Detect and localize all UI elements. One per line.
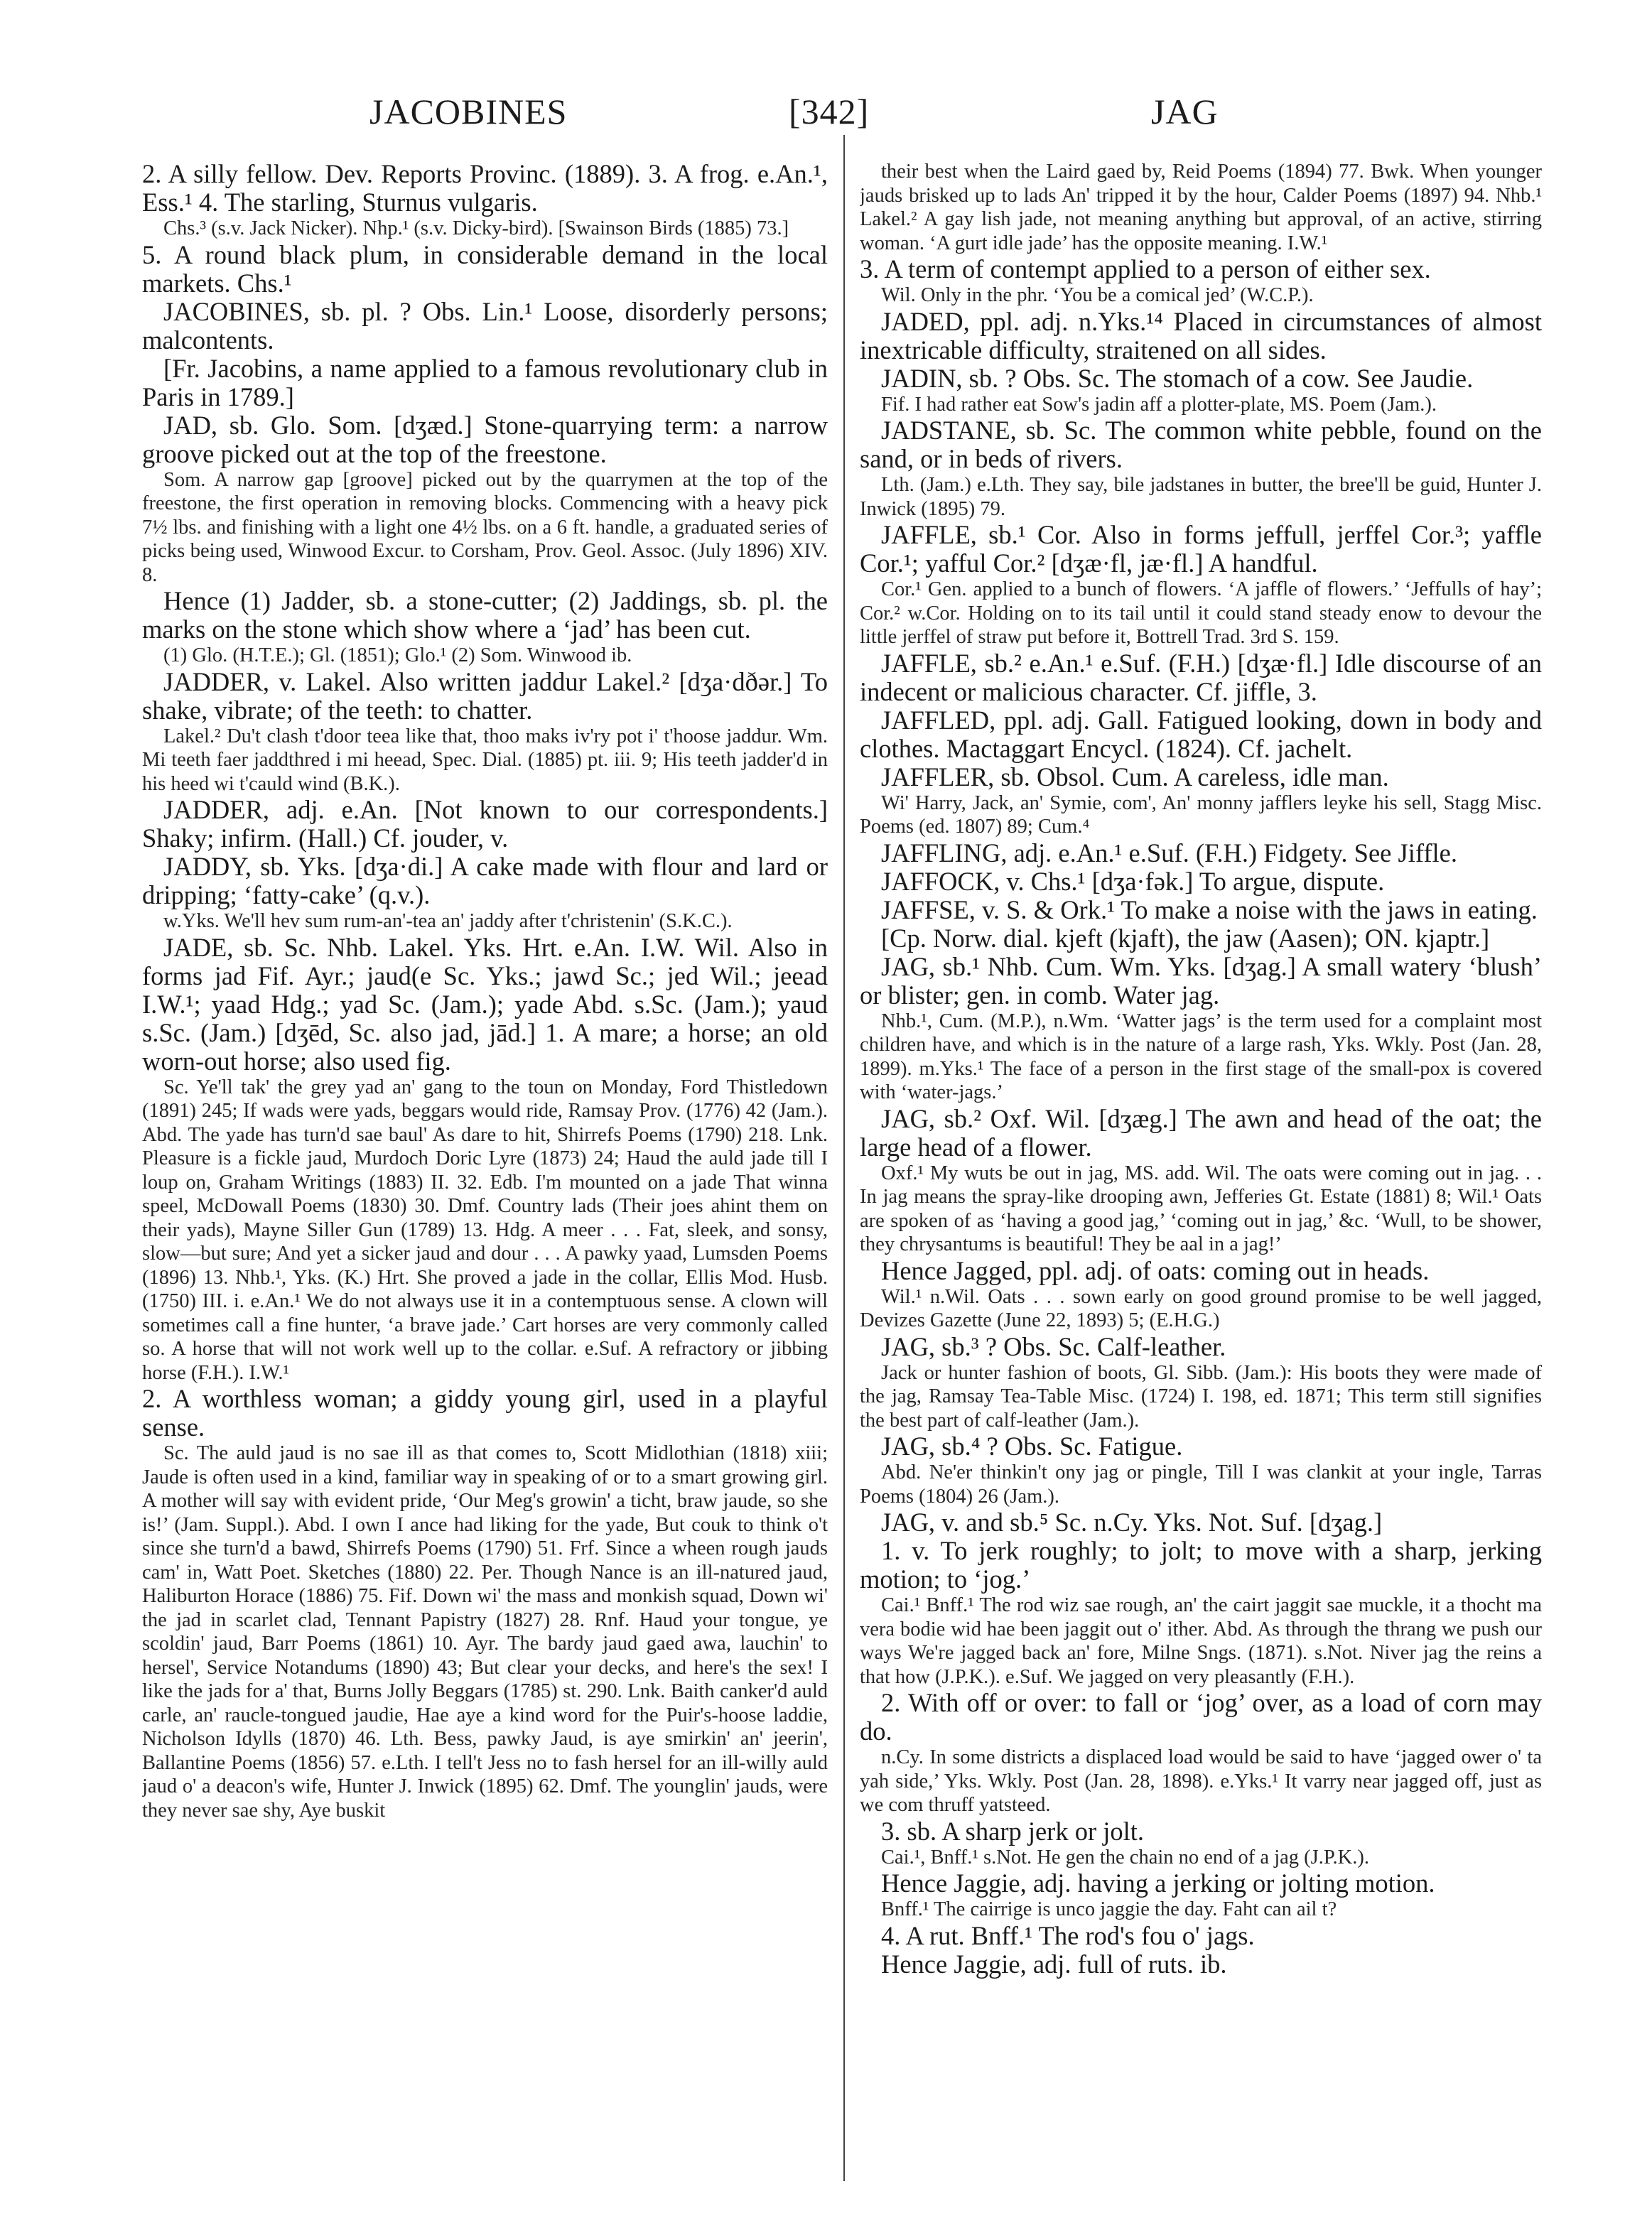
citation-block: n.Cy. In some districts a displaced load would be said to have ‘jagged ower o' ta yah side,’ Yks. Wkly. Post (Jan. 28, 1898). e.Yks.¹ It varry near jagged off, just as we com thruff yatsteed. bbox=[860, 1746, 1542, 1816]
citation-block: Wi' Harry, Jack, an' Symie, com', An' monny jafflers leyke his sell, Stagg Misc. Poems (ed. 1807) 89; Cum.⁴ bbox=[860, 791, 1542, 838]
citation-block: Cai.¹ Bnff.¹ The rod wiz sae rough, an' the cairt jaggit sae muckle, it a thocht ma vera bodie wid hae been jaggit out o' ither. Abd. As through the thrang we push our ways We're jagged back an' fore, Milne Sngs. (1871). s.Not. Niver jag the reins a that how (J.P.K.). e.Suf. We jagged on very pleasantly (F.H.). bbox=[860, 1594, 1542, 1688]
dictionary-entry: JADDER, v. Lakel. Also written jaddur Lakel.² [dʒa·dðər.] To shake, vibrate; of the teeth: to chatter. bbox=[142, 666, 828, 725]
citation-block: Chs.³ (s.v. Jack Nicker). Nhp.¹ (s.v. Dicky-bird). [Swainson Birds (1885) 73.] bbox=[163, 217, 789, 239]
running-head-right: JAG bbox=[1151, 92, 1219, 131]
dictionary-entry: JADDER, adj. e.An. [Not known to our correspondents.] Shaky; infirm. (Hall.) Cf. jouder, v. bbox=[142, 795, 828, 853]
dictionary-entry: JAFFSE, v. S. & Ork.¹ To make a noise with the jaws in eating. bbox=[881, 894, 1538, 924]
citation-block: Cai.¹, Bnff.¹ s.Not. He gen the chain no end of a jag (J.P.K.). bbox=[881, 1846, 1369, 1868]
citation-block: Sc. Ye'll tak' the grey yad an' gang to the toun on Monday, Ford Thistledown (1891) 245; If wads were yads, beggars would ride, Ramsay Prov. (1776) 42 (Jam.). Abd. The yade has turn'd sae baul' As dare to hit, Shirrefs Poems (1790) 218. Lnk. Pleasure is a fickle jaud, Murdoch Doric Lyre (1873) 24; Haud the auld jade till I loup on, Graham Writings (1883) II. 32. Edb. I'm mounted on a jade That winna speel, McDowall Poems (1830) 30. Dmf. Country lads (Their joes ahint them on their yads), Mayne Siller Gun (1789) 13. Hdg. A meer . . . Fat, sleek, and sonsy, slow—but sure; And yet a sicker jaud and dour . . . A pawky yaad, Lumsden Poems (1896) 13. Nhb.¹, Yks. (K.) Hrt. She proved a jade in the collar, Ellis Mod. Husb. (1750) III. i. e.An.¹ We do not always use it in a contemptuous sense. A clown will sometimes call a fine hunter, ‘a brave jade.’ Cart horses are very commonly called so. A horse that will not work well up to the collar. e.Suf. A refractory or jibbing horse (F.H.). I.W.¹ bbox=[142, 1076, 828, 1384]
dictionary-entry: JAG, sb.² Oxf. Wil. [dʒæg.] The awn and head of the oat; the large head of a flower. bbox=[860, 1103, 1542, 1162]
dictionary-entry: JAFFLER, sb. Obsol. Cum. A careless, idle man. bbox=[881, 762, 1389, 791]
citation-block: their best when the Laird gaed by, Reid Poems (1894) 77. Bwk. When younger jauds brisked up to lads An' tripped it by the hour, Calder Poems (1897) 94. Nhb.¹ Lakel.² A gay lish jade, not meaning anything but approval, of an active, stirring woman. ‘A gurt idle jade’ has the opposite meaning. I.W.¹ bbox=[860, 161, 1542, 254]
dictionary-entry: JADIN, sb. ? Obs. Sc. The stomach of a cow. See Jaudie. bbox=[881, 363, 1474, 393]
dictionary-entry: JAFFLING, adj. e.An.¹ e.Suf. (F.H.) Fidgety. See Jiffle. bbox=[881, 838, 1457, 867]
entry-paragraph: 1. v. To jerk roughly; to jolt; to move with a sharp, jerking motion; to ‘jog.’ bbox=[860, 1536, 1542, 1594]
entry-paragraph: 3. A term of contempt applied to a person of either sex. bbox=[860, 254, 1431, 283]
citation-block: Fif. I had rather eat Sow's jadin aff a plotter-plate, MS. Poem (Jam.). bbox=[881, 393, 1437, 416]
dictionary-entry: JAG, v. and sb.⁵ Sc. n.Cy. Yks. Not. Suf. [dʒag.] bbox=[881, 1508, 1383, 1537]
citation-block: Abd. Ne'er thinkin't ony jag or pingle, Till I was clankit at your ingle, Tarras Poems (1804) 26 (Jam.). bbox=[860, 1461, 1542, 1508]
dictionary-entry: JADDY, sb. Yks. [dʒa·di.] A cake made with flour and lard or dripping; ‘fatty-cake’ (q.v.). bbox=[142, 852, 828, 909]
citation-block: Lth. (Jam.) e.Lth. They say, bile jadstanes in butter, the bree'll be guid, Hunter J. Inwick (1895) 79. bbox=[860, 474, 1542, 520]
right-column bbox=[860, 160, 1542, 2192]
citation-block: Oxf.¹ My wuts be out in jag, MS. add. Wil. The oats were coming out in jag. . . In jag means the spray-like drooping awn, Jefferies Gt. Estate (1881) 8; Wil.¹ Oats are spoken of as ‘having a good jag,’ ‘coming out in jag,’ &c. ‘Wull, to be shower, they chrysantums is beautiful! They be aal in a jag!’ bbox=[860, 1162, 1542, 1255]
dictionary-entry: JACOBINES, sb. pl. ? Obs. Lin.¹ Loose, disorderly persons; malcontents. bbox=[142, 296, 828, 355]
dictionary-entry: JAFFLE, sb.² e.An.¹ e.Suf. (F.H.) [dʒæ·fl.] Idle discourse of an indecent or malicious character. Cf. jiffle, 3. bbox=[860, 648, 1542, 706]
column-divider bbox=[843, 135, 845, 2181]
entry-paragraph: [Cp. Norw. dial. kjeft (kjaft), the jaw (Aasen); ON. kjaptr.] bbox=[881, 923, 1490, 953]
dictionary-entry: JAD, sb. Glo. Som. [dʒæd.] Stone-quarrying term: a narrow groove picked out at the top of the freestone. bbox=[142, 410, 828, 468]
dictionary-entry: JADE, sb. Sc. Nhb. Lakel. Yks. Hrt. e.An. I.W. Wil. Also in forms jad Fif. Ayr.; jaud(e Sc. Yks.; jawd Sc.; jed Wil.; jeead I.W.¹; yaad Hdg.; yad Sc. (Jam.); yade Abd. s.Sc. (Jam.); yaud s.Sc. (Jam.) [dʒēd, Sc. also jad, jād.] 1. A mare; a horse; an old worn-out horse; also used fig. bbox=[142, 932, 828, 1076]
citation-block: Bnff.¹ The cairrige is unco jaggie the day. Faht can ail t? bbox=[881, 1898, 1337, 1920]
citation-block: Lakel.² Du't clash t'door teea like that, thoo maks iv'ry pot i' t'hoose jaddur. Wm. Mi teeth faer jaddthred i mi heead, Spec. Dial. (1885) pt. iii. 9; His teeth jadder'd in his heed wi t'cauld wind (B.K.). bbox=[142, 725, 828, 795]
entry-paragraph: 2. A worthless woman; a giddy young girl, used in a playful sense. bbox=[142, 1384, 828, 1442]
entry-paragraph: Hence Jagged, ppl. adj. of oats: coming out in heads. bbox=[881, 1255, 1430, 1285]
entry-paragraph: 4. A rut. Bnff.¹ The rod's fou o' jags. bbox=[881, 1920, 1255, 1950]
citation-block: (1) Glo. (H.T.E.); Gl. (1851); Glo.¹ (2) Som. Winwood ib. bbox=[163, 644, 632, 666]
entry-paragraph: Hence (1) Jadder, sb. a stone-cutter; (2) Jaddings, sb. pl. the marks on the stone which show where a ‘jad’ has been cut. bbox=[142, 586, 828, 644]
entry-paragraph: [Fr. Jacobins, a name applied to a famous revolutionary club in Paris in 1789.] bbox=[142, 353, 828, 411]
citation-block: Wil. Only in the phr. ‘You be a comical jed’ (W.C.P.). bbox=[881, 284, 1314, 306]
citation-block: Jack or hunter fashion of boots, Gl. Sibb. (Jam.): His boots they were made of the jag, Ramsay Tea-Table Misc. (1724) I. 198, ed. 1871; This term still signifies the best part of calf-leather (Jam.). bbox=[860, 1361, 1542, 1432]
dictionary-entry: JAG, sb.¹ Nhb. Cum. Wm. Yks. [dʒag.] A small watery ‘blush’ or blister; gen. in comb. Water jag. bbox=[860, 951, 1542, 1010]
dictionary-entry: JADSTANE, sb. Sc. The common white pebble, found on the sand, or in beds of rivers. bbox=[860, 416, 1542, 473]
entry-paragraph: 5. A round black plum, in considerable demand in the local markets. Chs.¹ bbox=[142, 239, 828, 298]
dictionary-entry: JAFFLE, sb.¹ Cor. Also in forms jeffull, jerffel Cor.³; yaffle Cor.¹; yafful Cor.² [dʒæ·fl, jæ·fl.] A handful. bbox=[860, 520, 1542, 578]
dictionary-entry: JAG, sb.⁴ ? Obs. Sc. Fatigue. bbox=[881, 1432, 1183, 1461]
page-number: [342] bbox=[789, 92, 870, 131]
citation-block: Sc. The auld jaud is no sae ill as that comes to, Scott Midlothian (1818) xiii; Jaude is often used in a kind, familiar way in speaking of or to a smart growing girl. A mother will say with evident pride, ‘Our Meg's growin' a ticht, braw jaude, so she is!’ (Jam. Suppl.). Abd. I own I ance had liking for the yade, But couk to think o't since she turn'd a bawd, Shirrefs Poems (1790) 51. Frf. Since a wheen rough jauds cam' in, Watt Poet. Sketches (1880) 22. Per. Though Nance is an ill-natured jaud, Haliburton Horace (1886) 75. Fif. Down wi' the mass and monkish squad, Down wi' the jad in scarlet clad, Tennant Papistry (1827) 28. Rnf. Haud your tongue, ye scoldin' jaud, Barr Poems (1861) 10. Ayr. The bardy jaud gaed awa, lauchin' to hersel', Service Notandums (1890) 43; But clear your decks, and here's the sex! I like the jads for a' that, Burns Jolly Beggars (1785) st. 290. Lnk. Baith canker'd auld carle, an' raucle-tongued jaudie, Hae aye a kind word for the Puir's-hoose laddie, Nicholson Idylls (1870) 46. Lth. Bess, pawky Jaud, is aye smirkin' an' jeerin', Ballantine Poems (1856) 57. e.Lth. I tell't Jess no to fash hersel for an ill-willy auld jaud o' a deacon's wife, Hunter J. Inwick (1895) 62. Dmf. The younglin' jauds, were they never sae shy, Aye buskit bbox=[142, 1442, 828, 1822]
running-head-left: JACOBINES bbox=[369, 92, 568, 131]
dictionary-entry: JADED, ppl. adj. n.Yks.¹⁴ Placed in circumstances of almost inextricable difficulty, straitened on all sides. bbox=[860, 306, 1542, 364]
citation-block: w.Yks. We'll hev sum rum-an'-tea an' jaddy after t'christenin' (S.K.C.). bbox=[163, 910, 733, 932]
entry-paragraph: 2. With off or over: to fall or ‘jog’ over, as a load of corn may do. bbox=[860, 1688, 1542, 1746]
entry-paragraph: Hence Jaggie, adj. full of ruts. ib. bbox=[881, 1949, 1227, 1979]
entry-paragraph: Hence Jaggie, adj. having a jerking or jolting motion. bbox=[881, 1868, 1435, 1898]
dictionary-entry: JAFFOCK, v. Chs.¹ [dʒa·fək.] To argue, dispute. bbox=[881, 866, 1385, 896]
running-head bbox=[0, 84, 1652, 141]
entry-paragraph: 3. sb. A sharp jerk or jolt. bbox=[881, 1816, 1145, 1846]
left-column bbox=[142, 160, 828, 2192]
citation-block: Som. A narrow gap [groove] picked out by the quarrymen at the top of the freestone, the first operation in removing blocks. Commencing with a heavy pick 7½ lbs. and finishing with a light one 4½ lbs. on a 6 ft. handle, a graduated series of picks being used, Winwood Excur. to Corsham, Prov. Geol. Assoc. (July 1896) XIV. 8. bbox=[142, 468, 828, 586]
citation-block: Cor.¹ Gen. applied to a bunch of flowers. ‘A jaffle of flowers.’ ‘Jeffulls of hay’; Cor.² w.Cor. Holding on to its tail until it could stand steady enow to devour the little jerffel of straw put before it, Bottrell Trad. 3rd S. 159. bbox=[860, 578, 1542, 648]
dictionary-entry: JAG, sb.³ ? Obs. Sc. Calf-leather. bbox=[881, 1331, 1226, 1361]
dictionary-entry: JAFFLED, ppl. adj. Gall. Fatigued looking, down in body and clothes. Mactaggart Encycl. (1824). Cf. jachelt. bbox=[860, 705, 1542, 763]
citation-block: Nhb.¹, Cum. (M.P.), n.Wm. ‘Watter jags’ is the term used for a complaint most children have, and which is in the nature of a large rash, Yks. Wkly. Post (Jan. 28, 1899). m.Yks.¹ The face of a person in the first stage of the small-pox is covered with ‘water-jags.’ bbox=[860, 1010, 1542, 1103]
entry-paragraph: 2. A silly fellow. Dev. Reports Provinc. (1889). 3. A frog. e.An.¹, Ess.¹ 4. The starling, Sturnus vulgaris. bbox=[142, 160, 828, 217]
citation-block: Wil.¹ n.Wil. Oats . . . sown early on good ground promise to be well jagged, Devizes Gazette (June 22, 1893) 5; (E.H.G.) bbox=[860, 1285, 1542, 1331]
